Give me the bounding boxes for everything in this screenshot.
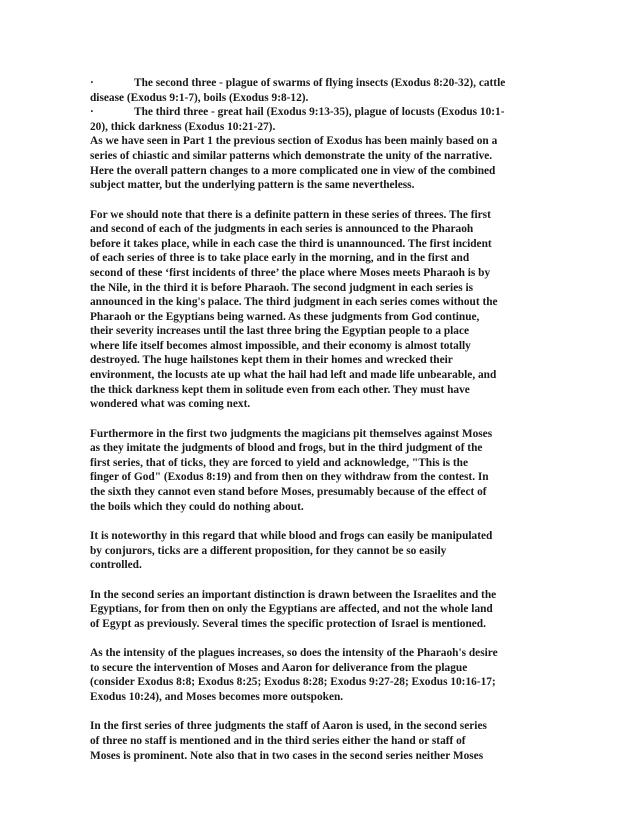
text-line: Here the overall pattern changes to a more complicated one in view of the combined (90, 164, 496, 177)
text-line: to secure the intervention of Moses and Aaron for deliverance from the plague (90, 661, 468, 674)
bullet-marker: · (90, 106, 94, 119)
paragraph (90, 588, 558, 632)
text-line: where life itself becomes almost impossible, and their economy is almost totally (90, 339, 471, 352)
line-text: The second three - plague of swarms of flying insects (Exodus 8:20-32), cattle (134, 77, 506, 89)
text-line: As the intensity of the plagues increases, so does the intensity of the Pharaoh's desire (90, 647, 498, 660)
text-line: For we should note that there is a definite pattern in these series of threes. The first (90, 208, 491, 221)
text-line: as they imitate the judgments of blood and frogs, but in the third judgment of the (90, 442, 483, 455)
text-line (90, 105, 558, 120)
paragraph (90, 208, 558, 412)
text-line: the thick darkness kept them in solitude even from each other. They must have (90, 383, 470, 396)
text-line: Moses is prominent. Note also that in two cases in the second series neither Moses (90, 749, 484, 762)
paragraph (90, 134, 558, 192)
text-line: It is noteworthy in this regard that while blood and frogs can easily be manipulated (90, 530, 493, 543)
paragraph (90, 719, 558, 763)
text-line: destroyed. The huge hailstones kept them in their homes and wrecked their (90, 354, 453, 367)
text-line: announced in the king's palace. The third judgment in each series comes without the (90, 296, 498, 309)
text-line: In the second series an important distinction is drawn between the Israelites and the (90, 588, 497, 601)
text-line: the Nile, in the third it is before Pharaoh. The second judgment in each series is (90, 281, 474, 294)
text-line: series of chiastic and similar patterns which demonstrate the unity of the narrative. (90, 149, 493, 162)
text-line: Exodus 10:24), and Moses becomes more outspoken. (90, 690, 344, 703)
text-line: wondered what was coming next. (90, 398, 251, 411)
text-line: (consider Exodus 8:8; Exodus 8:25; Exodus 8:28; Exodus 9:27-28; Exodus 10:16-17; (90, 676, 496, 689)
text-line: finger of God" (Exodus 8:19) and from then on they withdraw from the contest. In (90, 471, 489, 484)
text-line: subject matter, but the underlying pattern is the same nevertheless. (90, 179, 415, 192)
bullet-item (90, 105, 558, 134)
text-line: 20), thick darkness (Exodus 10:21-27). (90, 120, 276, 133)
text-line: of each series of three is to take place early in the morning, and in the first and (90, 252, 470, 265)
text-line: environment, the locusts ate up what the hail had left and made life unbearable, and (90, 369, 497, 382)
text-line: the boils which they could do nothing about. (90, 500, 304, 513)
text-line: the sixth they cannot even stand before Moses, presumably because of the effect of (90, 486, 487, 499)
text-line: In the first series of three judgments the staff of Aaron is used, in the second series (90, 720, 487, 733)
text-line: Pharaoh or the Egyptians being warned. As these judgments from God continue, (90, 310, 480, 323)
text-line: before it takes place, while in each case the third is unannounced. The first incident (90, 237, 492, 250)
paragraph (90, 529, 558, 573)
text-line: of three no staff is mentioned and in the third series either the hand or staff of (90, 734, 466, 747)
bullet-marker: · (90, 77, 94, 89)
text-line: their severity increases until the last three bring the Egyptian people to a place (90, 325, 470, 338)
text-line: disease (Exodus 9:1-7), boils (Exodus 9:8-12). (90, 91, 309, 104)
text-line: second of these ‘first incidents of three’ the place where Moses meets Pharaoh is by (90, 266, 491, 279)
text-line: by conjurors, ticks are a different proposition, for they cannot be so easily (90, 544, 447, 557)
bullet-item (90, 76, 558, 105)
text-line: Egyptians, for from then on only the Egyptians are affected, and not the whole land (90, 603, 493, 616)
line-text: The third three - great hail (Exodus 9:13-35), plague of locusts (Exodus 10:1- (134, 106, 505, 119)
document-page (90, 76, 558, 763)
text-line: of Egypt as previously. Several times the specific protection of Israel is mentioned. (90, 617, 486, 630)
text-line: controlled. (90, 559, 142, 572)
text-line (90, 76, 558, 91)
paragraph (90, 646, 558, 704)
text-line: As we have seen in Part 1 the previous section of Exodus has been mainly based on a (90, 135, 498, 148)
text-line: Furthermore in the first two judgments the magicians pit themselves against Moses (90, 427, 493, 440)
text-line: and second of each of the judgments in each series is announced to the Pharaoh (90, 223, 474, 236)
paragraph (90, 427, 558, 515)
text-line: first series, that of ticks, they are forced to yield and acknowledge, "This is the (90, 456, 468, 469)
